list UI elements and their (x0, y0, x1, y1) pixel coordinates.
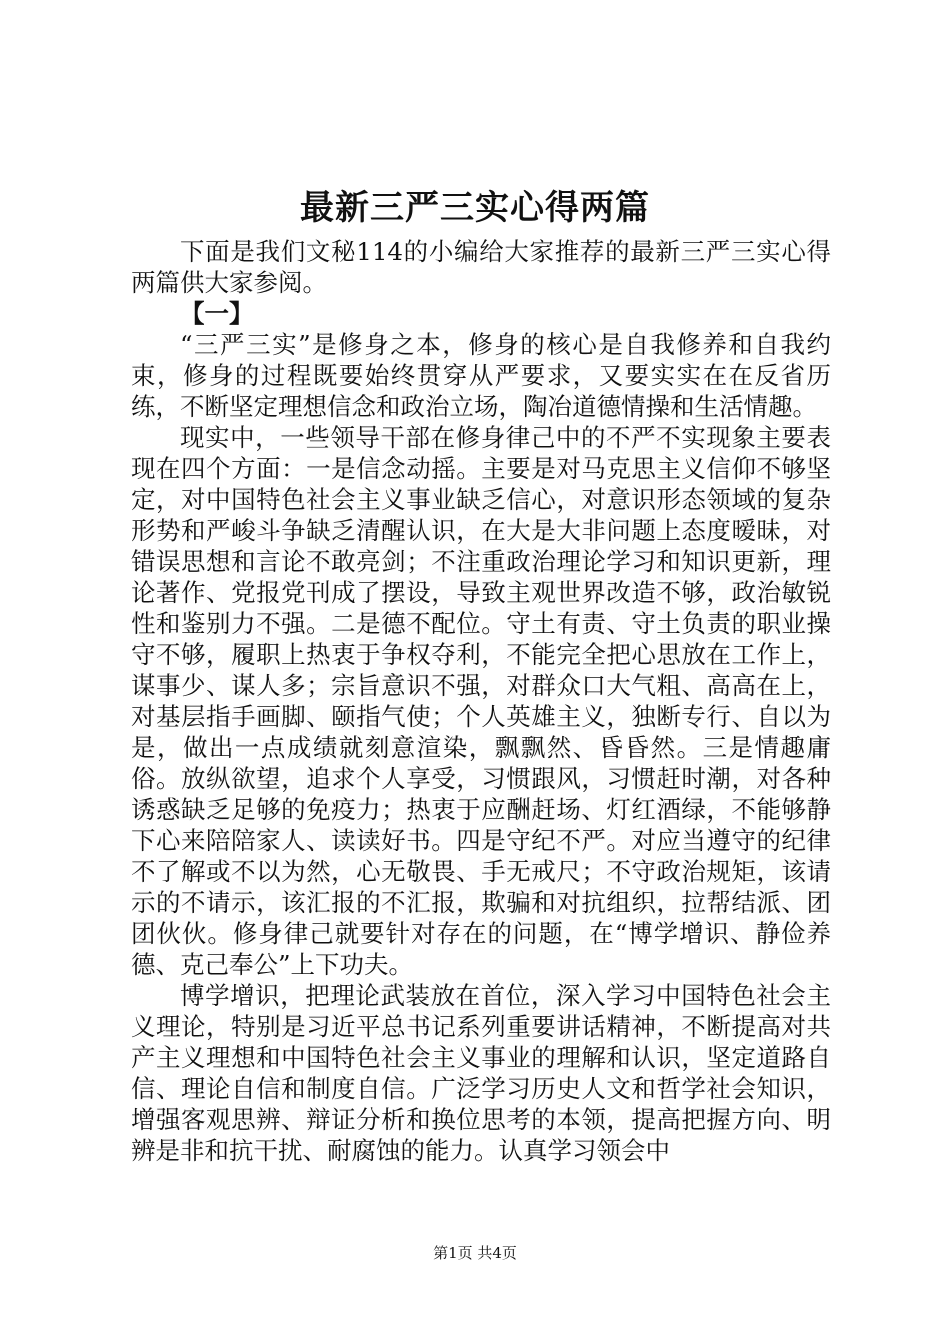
intro-paragraph: 下面是我们文秘114的小编给大家推荐的最新三严三实心得两篇供大家参阅。 (131, 237, 831, 297)
document-body (131, 236, 831, 1166)
page-number-footer: 第1页 共4页 (433, 1244, 517, 1262)
body-paragraph: “三严三实”是修身之本，修身的核心是自我修养和自我约束，修身的过程既要始终贯穿从严要求，又要实实在在反省历练，不断坚定理想信念和政治立场，陶冶道德情操和生活情趣。 (131, 330, 831, 421)
body-paragraph: 现实中，一些领导干部在修身律己中的不严不实现象主要表现在四个方面：一是信念动摇。主要是对马克思主义信仰不够坚定，对中国特色社会主义事业缺乏信心，对意识形态领域的复杂形势和严峻斗争缺乏清醒认识，在大是大非问题上态度暧昧，对错误思想和言论不敢亮剑；不注重政治理论学习和知识更新，理论著作、党报党刊成了摆设，导致主观世界改造不够，政治敏锐性和鉴别力不强。二是德不配位。守土有责、守土负责的职业操守不够，履职上热衷于争权夺利，不能完全把心思放在工作上，谋事少、谋人多；宗旨意识不强，对群众口大气粗、高高在上，对基层指手画脚、颐指气使；个人英雄主义，独断专行、自以为是，做出一点成绩就刻意渲染，飘飘然、昏昏然。三是情趣庸俗。放纵欲望，追求个人享受，习惯跟风，习惯赶时潮，对各种诱惑缺乏足够的免疫力；热衷于应酬赶场、灯红酒绿，不能够静下心来陪陪家人、读读好书。四是守纪不严。对应当遵守的纪律不了解或不以为然，心无敬畏、手无戒尺；不守政治规矩，该请示的不请示，该汇报的不汇报，欺骗和对抗组织，拉帮结派、团团伙伙。修身律己就要针对存在的问题，在“博学增识、静俭养德、克己奉公”上下功夫。 (131, 423, 831, 979)
section-heading: 【一】 (180, 299, 254, 328)
document-title: 最新三严三实心得两篇 (300, 188, 650, 228)
body-paragraph: 博学增识，把理论武装放在首位，深入学习中国特色社会主义理论，特别是习近平总书记系列重要讲话精神，不断提高对共产主义理想和中国特色社会主义事业的理解和认识，坚定道路自信、理论自信和制度自信。广泛学习历史人文和哲学社会知识，增强客观思辨、辩证分析和换位思考的本领，提高把握方向、明辨是非和抗干扰、耐腐蚀的能力。认真学习领会中 (131, 981, 831, 1165)
